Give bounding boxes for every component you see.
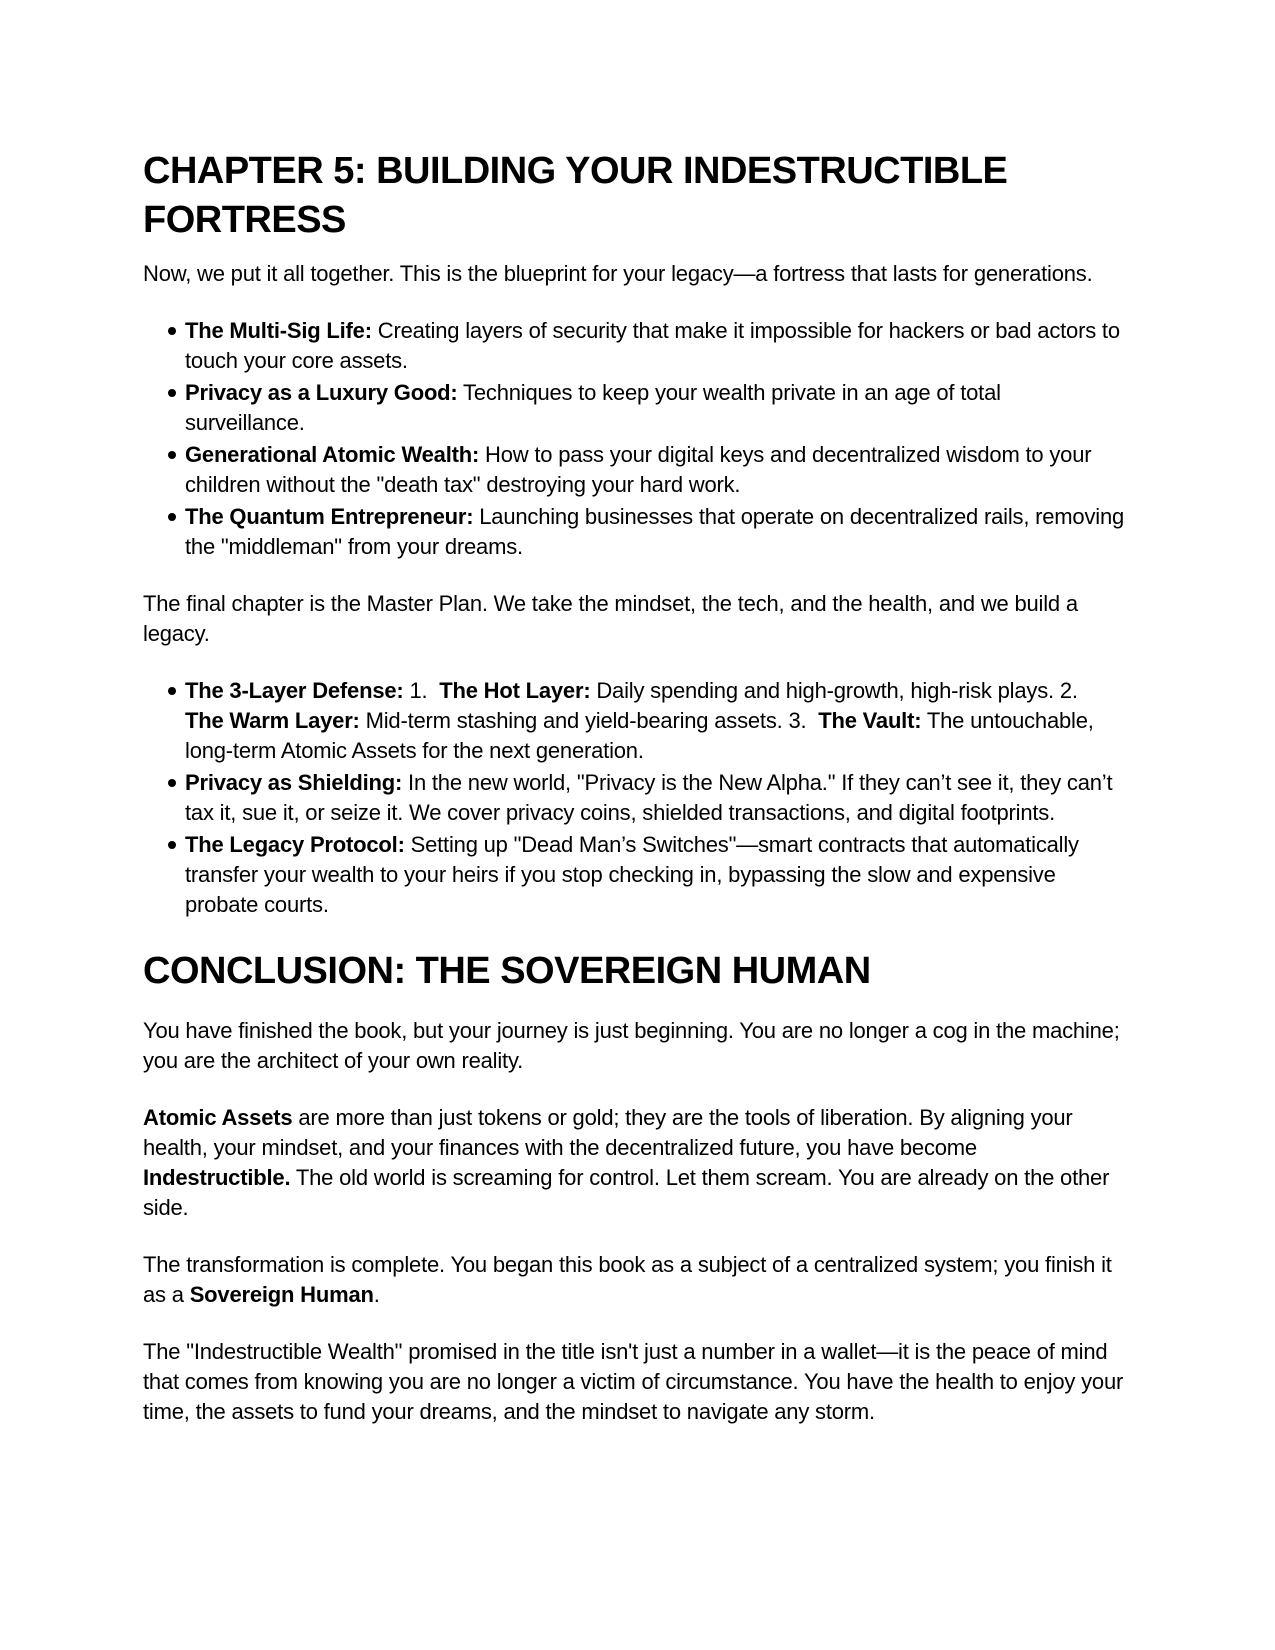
text-run: Creating layers of security that make it impossible for hackers or bad actors to touch your core assets. (185, 318, 1120, 373)
bold-text-run: The Warm Layer: (185, 708, 360, 733)
bold-text-run: The Multi-Sig Life: (185, 318, 372, 343)
conclusion-paragraph-4 (143, 1337, 1125, 1427)
conclusion-paragraph-2 (143, 1103, 1125, 1223)
text-run: Techniques to keep your wealth private in an age of total surveillance. (185, 380, 1001, 435)
bold-text-run: The Legacy Protocol: (185, 832, 405, 857)
bold-text-run: Sovereign Human (189, 1282, 374, 1307)
list-item-legacy-protocol (185, 830, 1125, 920)
conclusion-paragraph-1 (143, 1016, 1125, 1076)
bold-text-run: Generational Atomic Wealth: (185, 442, 480, 467)
text-run: How to pass your digital keys and decentralized wisdom to your children without the "death tax" destroying your hard work. (185, 442, 1092, 497)
bold-text-run: Privacy as a Luxury Good: (185, 380, 458, 405)
text-run: In the new world, "Privacy is the New Alpha." If they can’t see it, they can’t tax it, sue it, or seize it. We cover privacy coins, shielded transactions, and digital footprints. (185, 770, 1113, 825)
conclusion-heading: CONCLUSION: THE SOVEREIGN HUMAN (143, 950, 871, 992)
text-run: Setting up "Dead Man’s Switches"—smart contracts that automatically transfer your wealth to your heirs if you stop checking in, bypassing the slow and expensive probate courts. (185, 832, 1079, 917)
list-item-multi-sig-life (185, 316, 1125, 376)
text-run: The untouchable, long-term Atomic Assets for the next generation. (185, 708, 1094, 763)
text-run: Daily spending and high-growth, high-risk plays. 2. (590, 678, 1084, 703)
text-run: The transformation is complete. You began this book as a subject of a centralized system; you finish it as a (143, 1252, 1112, 1307)
intro-paragraph (143, 259, 1125, 289)
bold-text-run: Indestructible. (143, 1165, 291, 1190)
text-run: Launching businesses that operate on decentralized rails, removing the "middleman" from your dreams. (185, 504, 1125, 559)
list-item-quantum-entrepreneur (185, 502, 1125, 562)
list-item-generational-atomic-wealth (185, 440, 1125, 500)
text-run: The final chapter is the Master Plan. We take the mindset, the tech, and the health, and we build a legacy. (143, 591, 1078, 646)
bold-text-run: The Vault: (818, 708, 922, 733)
bold-text-run: Atomic Assets (143, 1105, 293, 1130)
text-run: Mid-term stashing and yield-bearing assets. 3. (359, 708, 819, 733)
list-item-privacy-as-shielding (185, 768, 1125, 828)
chapter-topics-list (143, 316, 1125, 562)
text-run: are more than just tokens or gold; they are the tools of liberation. By aligning your health, your mindset, and your finances with the decentralized future, you have become (143, 1105, 1073, 1160)
conclusion-paragraph-3 (143, 1250, 1125, 1310)
text-run: You have finished the book, but your journey is just beginning. You are no longer a cog in the machine; you are the architect of your own reality. (143, 1018, 1120, 1073)
text-run: Now, we put it all together. This is the blueprint for your legacy—a fortress that lasts for generations. (143, 261, 1093, 286)
list-item-privacy-luxury-good (185, 378, 1125, 438)
text-run: . (373, 1282, 380, 1307)
text-run: The old world is screaming for control. Let them scream. You are already on the other side. (143, 1165, 1110, 1220)
list-item-3-layer-defense (185, 676, 1125, 766)
bold-text-run: Privacy as Shielding: (185, 770, 403, 795)
bold-text-run: The 3-Layer Defense: (185, 678, 404, 703)
bold-text-run: The Hot Layer: (439, 678, 591, 703)
bold-text-run: The Quantum Entrepreneur: (185, 504, 474, 529)
chapter-heading: CHAPTER 5: BUILDING YOUR INDESTRUCTIBLE FORTRESS (143, 150, 1008, 241)
text-run: The "Indestructible Wealth" promised in the title isn't just a number in a wallet—it is the peace of mind that comes from knowing you are no longer a victim of circumstance. You have the health to enjoy your time, the assets to fund your dreams, and the mindset to navigate any storm. (143, 1339, 1124, 1424)
master-plan-paragraph (143, 589, 1125, 649)
master-plan-list (143, 676, 1125, 920)
text-run: 1. (403, 678, 440, 703)
